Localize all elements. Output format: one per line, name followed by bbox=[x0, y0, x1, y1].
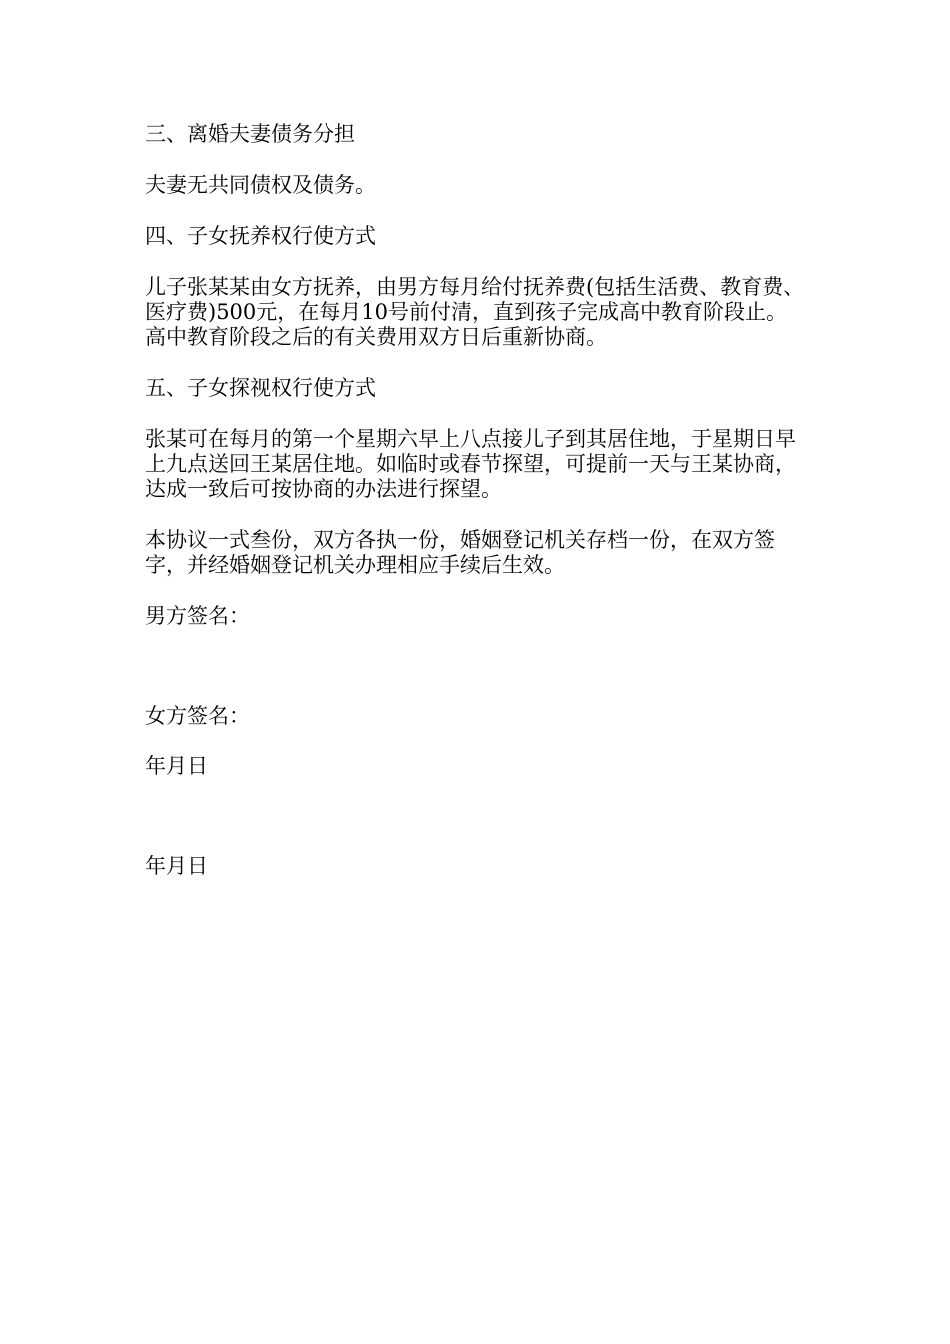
section-body-visitation: 张某可在每月的第一个星期六早上八点接儿子到其居住地，于星期日早上九点送回王某居住地。如临时或春节探望，可提前一天与王某协商，达成一致后可按协商的办法进行探望。 bbox=[145, 427, 796, 501]
section-body-debt: 夫妻无共同债权及债务。 bbox=[145, 173, 376, 197]
date-label-1: 年月日 bbox=[145, 754, 208, 778]
date-label-2: 年月日 bbox=[145, 854, 208, 878]
closing-paragraph: 本协议一式叁份，双方各执一份，婚姻登记机关存档一份，在双方签字，并经婚姻登记机关办理相应手续后生效。 bbox=[145, 528, 775, 577]
section-heading-debt: 三、离婚夫妻债务分担 bbox=[145, 122, 355, 146]
document-body bbox=[145, 122, 805, 879]
male-signature-label: 男方签名： bbox=[145, 604, 250, 628]
section-heading-visitation: 五、子女探视权行使方式 bbox=[145, 376, 376, 400]
section-body-custody: 儿子张某某由女方抚养，由男方每月给付抚养费(包括生活费、教育费、医疗费)500元，在每月10号前付清，直到孩子完成高中教育阶段止。高中教育阶段之后的有关费用双方日后重新协商。 bbox=[145, 275, 805, 349]
section-heading-custody: 四、子女抚养权行使方式 bbox=[145, 224, 376, 248]
female-signature-label: 女方签名： bbox=[145, 704, 250, 728]
